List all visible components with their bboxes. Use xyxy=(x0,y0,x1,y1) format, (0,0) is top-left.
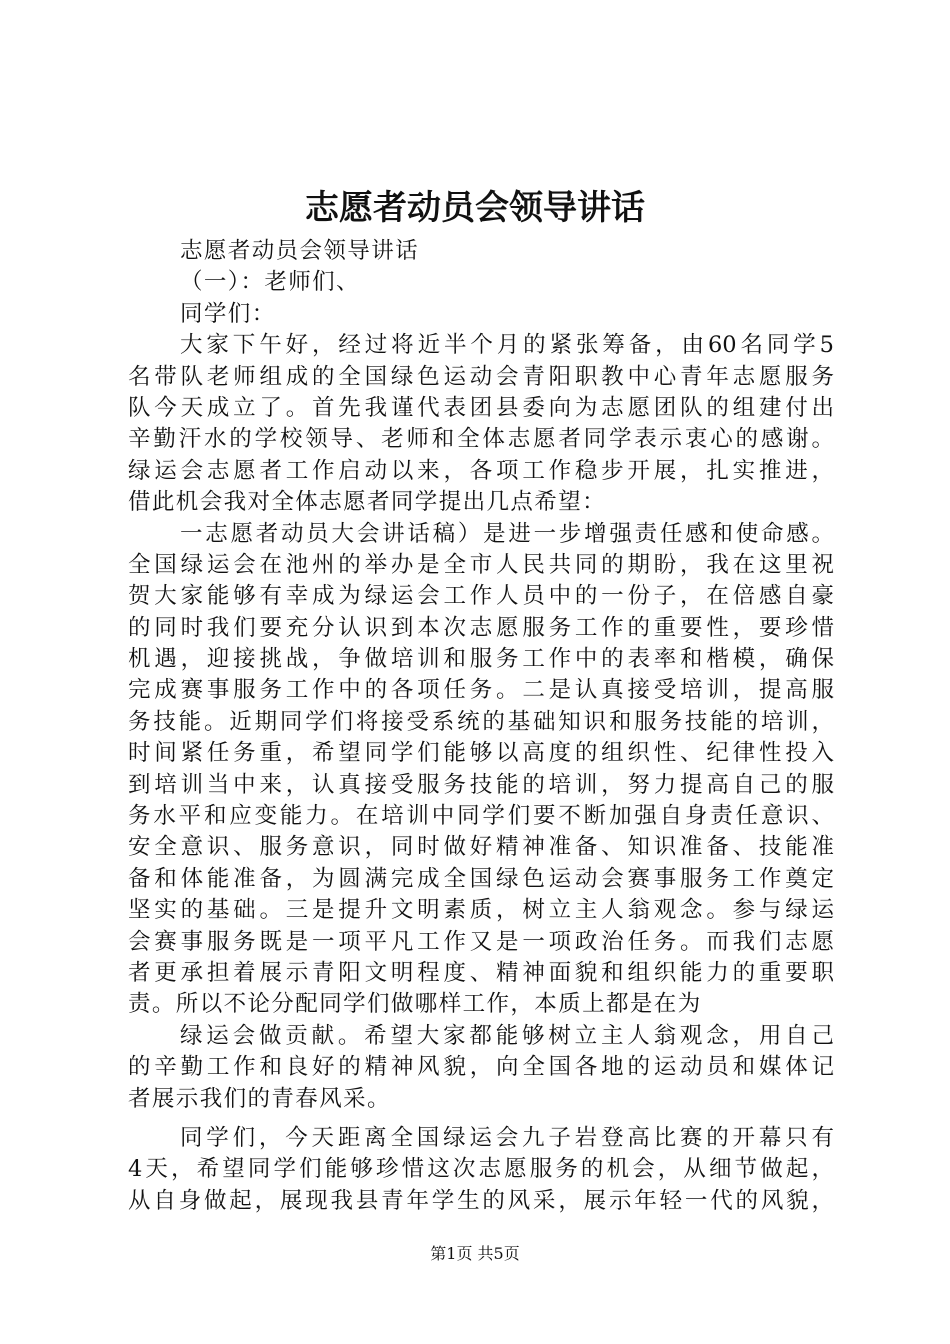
text-line: 辛勤汗水的学校领导、老师和全体志愿者同学表示衷心的感谢。 xyxy=(128,426,834,453)
text-line: 的同时我们要充分认识到本次志愿服务工作的重要性，要珍惜 xyxy=(128,614,834,641)
text-line: 者更承担着展示青阳文明程度、精神面貌和组织能力的重要职 xyxy=(128,959,834,986)
text-line: 借此机会我对全体志愿者同学提出几点希望： xyxy=(128,489,607,516)
text-line: 全国绿运会在池州的举办是全市人民共同的期盼，我在这里祝 xyxy=(128,551,834,578)
text-line: 备和体能准备，为圆满完成全国绿色运动会赛事服务工作奠定 xyxy=(128,865,834,892)
text-line: 责。所以不论分配同学们做哪样工作，本质上都是在为 xyxy=(128,991,702,1018)
document-title: 志愿者动员会领导讲话 xyxy=(305,188,645,228)
text-line: 完成赛事服务工作中的各项任务。二是认真接受培训，提高服 xyxy=(128,677,834,704)
text-line: 到培训当中来，认真接受服务技能的培训，努力提高自己的服 xyxy=(128,771,834,798)
text-line: 4天，希望同学们能够珍惜这次志愿服务的机会，从细节做起， xyxy=(128,1156,834,1183)
text-line: 者展示我们的青春风采。 xyxy=(128,1085,391,1112)
paragraph-gap xyxy=(128,1115,834,1123)
text-line: 从自身做起，展现我县青年学生的风采，展示年轻一代的风貌， xyxy=(128,1187,834,1214)
text-line: 会赛事服务既是一项平凡工作又是一项政治任务。而我们志愿 xyxy=(128,928,834,955)
text-line: 机遇，迎接挑战，争做培训和服务工作中的表率和楷模，确保 xyxy=(128,646,834,673)
text-line: 大家下午好，经过将近半个月的紧张筹备，由60名同学5 xyxy=(180,332,834,359)
text-line: 的辛勤工作和良好的精神风貌，向全国各地的运动员和媒体记 xyxy=(128,1054,834,1081)
text-line: 时间紧任务重，希望同学们能够以高度的组织性、纪律性投入 xyxy=(128,740,834,767)
text-line: 贺大家能够有幸成为绿运会工作人员中的一份子，在倍感自豪 xyxy=(128,583,834,610)
text-line: 一志愿者动员大会讲话稿）是进一步增强责任感和使命感。 xyxy=(180,520,834,547)
page-footer: 第1页 共5页 xyxy=(430,1244,520,1263)
text-line: 绿运会志愿者工作启动以来，各项工作稳步开展，扎实推进， xyxy=(128,457,834,484)
document-body xyxy=(128,236,834,1217)
text-line: 名带队老师组成的全国绿色运动会青阳职教中心青年志愿服务 xyxy=(128,363,834,390)
text-line: 志愿者动员会领导讲话 xyxy=(180,238,420,264)
text-line: 同学们： xyxy=(180,300,276,327)
text-line: 坚实的基础。三是提升文明素质，树立主人翁观念。参与绿运 xyxy=(128,897,834,924)
text-line: 安全意识、服务意识，同时做好精神准备、知识准备、技能准 xyxy=(128,834,834,861)
text-line: 绿运会做贡献。希望大家都能够树立主人翁观念，用自己 xyxy=(180,1022,834,1049)
text-line: 队今天成立了。首先我谨代表团县委向为志愿团队的组建付出 xyxy=(128,394,834,421)
text-line: （一）：老师们、 xyxy=(180,269,360,296)
text-line: 务技能。近期同学们将接受系统的基础知识和服务技能的培训， xyxy=(128,708,834,735)
text-line: 同学们，今天距离全国绿运会九子岩登高比赛的开幕只有 xyxy=(180,1124,834,1151)
text-line: 务水平和应变能力。在培训中同学们要不断加强自身责任意识、 xyxy=(128,803,834,830)
